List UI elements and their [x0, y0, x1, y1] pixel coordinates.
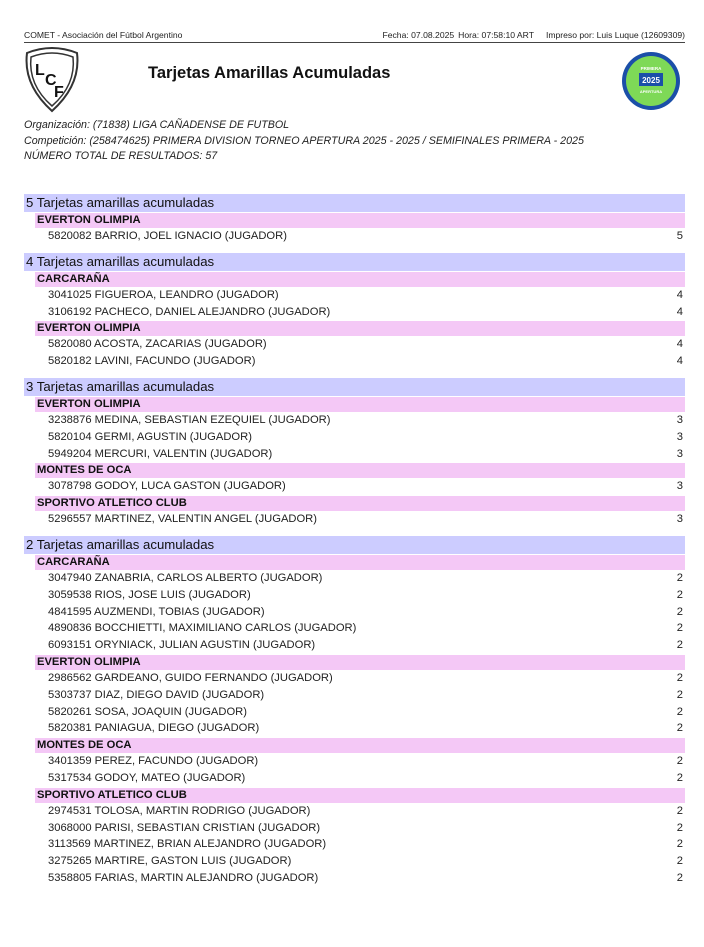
- player-row: [24, 587, 685, 604]
- player-row: [24, 770, 685, 787]
- yellow-card-count: 2: [676, 671, 683, 684]
- svg-text:APERTURA: APERTURA: [639, 89, 663, 94]
- player-label: 4890836 BOCCHIETTI, MAXIMILIANO CARLOS (JUGADOR): [48, 622, 357, 635]
- card-count-group: [24, 536, 685, 887]
- player-label: 5820082 BARRIO, JOEL IGNACIO (JUGADOR): [48, 230, 287, 242]
- player-row: [24, 870, 685, 887]
- svg-text:PRIMERA: PRIMERA: [640, 66, 662, 71]
- yellow-card-count: 2: [676, 855, 683, 868]
- player-label: 5317534 GODOY, MATEO (JUGADOR): [48, 771, 246, 784]
- total-results-line: NÚMERO TOTAL DE RESULTADOS: 57: [24, 150, 218, 162]
- player-label: 3078798 GODOY, LUCA GASTON (JUGADOR): [48, 480, 286, 493]
- report-title: Tarjetas Amarillas Acumuladas: [148, 64, 391, 82]
- yellow-card-count: 2: [676, 688, 683, 701]
- yellow-card-count: 2: [676, 605, 683, 618]
- group-header: 2 Tarjetas amarillas acumuladas: [24, 536, 685, 554]
- organization-line: Organización: (71838) LIGA CAÑADENSE DE FUTBOL: [24, 119, 290, 131]
- svg-text:L: L: [35, 62, 45, 79]
- player-label: 3041025 FIGUEROA, LEANDRO (JUGADOR): [48, 288, 279, 301]
- team-header: EVERTON OLIMPIA: [35, 321, 685, 336]
- yellow-card-count: 2: [676, 588, 683, 601]
- player-row: [24, 637, 685, 654]
- card-count-group: [24, 378, 685, 528]
- player-label: 3068000 PARISI, SEBASTIAN CRISTIAN (JUGADOR): [48, 821, 321, 834]
- team-header: CARCARAÑA: [35, 272, 685, 287]
- svg-text:2025: 2025: [642, 76, 660, 85]
- player-row: [24, 704, 685, 721]
- player-label: 5820080 ACOSTA, ZACARIAS (JUGADOR): [48, 338, 267, 351]
- report-meta: [24, 118, 584, 165]
- player-label: 3238876 MEDINA, SEBASTIAN EZEQUIEL (JUGADOR): [48, 413, 331, 426]
- player-label: 3047940 ZANABRIA, CARLOS ALBERTO (JUGADOR): [48, 571, 323, 584]
- player-row: [24, 228, 685, 245]
- player-label: 3059538 RIOS, JOSE LUIS (JUGADOR): [48, 588, 251, 601]
- team-header: SPORTIVO ATLETICO CLUB: [35, 496, 685, 511]
- yellow-card-count: 3: [676, 413, 683, 426]
- player-label: 2974531 TOLOSA, MARTIN RODRIGO (JUGADOR): [48, 804, 311, 817]
- team-header: SPORTIVO ATLETICO CLUB: [35, 788, 685, 803]
- player-row: [24, 720, 685, 737]
- yellow-card-count: 2: [676, 705, 683, 718]
- yellow-card-count: 2: [676, 571, 683, 584]
- team-header: EVERTON OLIMPIA: [35, 655, 685, 670]
- player-label: 6093151 ORYNIACK, JULIAN AGUSTIN (JUGADOR): [48, 639, 316, 652]
- player-row: [24, 820, 685, 837]
- player-row: [24, 853, 685, 870]
- team-header: MONTES DE OCA: [35, 463, 685, 478]
- print-date: Fecha: 07.08.2025: [382, 30, 455, 40]
- yellow-card-count: 2: [676, 804, 683, 817]
- player-row: [24, 446, 685, 463]
- player-label: 2986562 GARDEANO, GUIDO FERNANDO (JUGADOR): [48, 671, 333, 684]
- group-header: 5 Tarjetas amarillas acumuladas: [24, 194, 685, 212]
- player-label: 3106192 PACHECO, DANIEL ALEJANDRO (JUGADOR): [48, 305, 331, 318]
- yellow-card-count: 2: [676, 639, 683, 652]
- player-row: [24, 670, 685, 687]
- print-info: [382, 30, 685, 40]
- player-row: [24, 836, 685, 853]
- player-label: 5358805 FARIAS, MARTIN ALEJANDRO (JUGADOR): [48, 871, 319, 884]
- team-header: MONTES DE OCA: [35, 738, 685, 753]
- yellow-card-count: 3: [676, 430, 683, 443]
- yellow-card-count: 2: [676, 755, 683, 768]
- team-header: CARCARAÑA: [35, 555, 685, 570]
- player-row: [24, 620, 685, 637]
- yellow-card-count: 2: [676, 771, 683, 784]
- group-header: 4 Tarjetas amarillas acumuladas: [24, 253, 685, 271]
- player-label: 5820261 SOSA, JOAQUIN (JUGADOR): [48, 705, 247, 718]
- group-header: 3 Tarjetas amarillas acumuladas: [24, 378, 685, 396]
- yellow-card-count: 3: [676, 447, 683, 460]
- primera-2025-badge: [620, 50, 682, 112]
- player-row: [24, 570, 685, 587]
- player-row: [24, 604, 685, 621]
- player-label: 5296557 MARTINEZ, VALENTIN ANGEL (JUGADOR): [48, 513, 317, 526]
- print-header-bar: [24, 30, 685, 43]
- print-time: Hora: 07:58:10 ART: [458, 30, 534, 40]
- player-label: 3113569 MARTINEZ, BRIAN ALEJANDRO (JUGADOR): [48, 838, 327, 851]
- player-row: [24, 478, 685, 495]
- yellow-card-count: 5: [676, 230, 683, 242]
- yellow-card-count: 4: [676, 288, 683, 301]
- printed-by: Impreso por: Luis Luque (12609309): [545, 30, 685, 40]
- yellow-card-count: 3: [676, 480, 683, 493]
- player-label: 3401359 PEREZ, FACUNDO (JUGADOR): [48, 755, 259, 768]
- yellow-card-count: 2: [676, 622, 683, 635]
- player-row: [24, 287, 685, 304]
- player-label: 5303737 DIAZ, DIEGO DAVID (JUGADOR): [48, 688, 265, 701]
- player-label: 4841595 AUZMENDI, TOBIAS (JUGADOR): [48, 605, 265, 618]
- competition-line: Competición: (258474625) PRIMERA DIVISION TORNEO APERTURA 2025 - 2025 / SEMIFINALES PRIMERA - 2025: [24, 134, 584, 147]
- player-row: [24, 687, 685, 704]
- player-label: 5820104 GERMI, AGUSTIN (JUGADOR): [48, 430, 252, 443]
- yellow-card-count: 2: [676, 722, 683, 735]
- player-row: [24, 412, 685, 429]
- player-row: [24, 511, 685, 528]
- player-label: 5820182 LAVINI, FACUNDO (JUGADOR): [48, 355, 256, 368]
- team-header: EVERTON OLIMPIA: [35, 397, 685, 412]
- player-row: [24, 353, 685, 370]
- lcf-shield-logo: [21, 45, 83, 113]
- player-row: [24, 429, 685, 446]
- yellow-card-count: 2: [676, 821, 683, 834]
- yellow-card-count: 4: [676, 305, 683, 318]
- player-label: 5949204 MERCURI, VALENTIN (JUGADOR): [48, 447, 273, 460]
- player-row: [24, 304, 685, 321]
- player-row: [24, 336, 685, 353]
- org-name: COMET - Asociación del Fútbol Argentino: [24, 30, 183, 40]
- report-body: [24, 194, 685, 887]
- svg-text:F: F: [54, 84, 64, 101]
- yellow-card-count: 3: [676, 513, 683, 526]
- player-label: 5820381 PANIAGUA, DIEGO (JUGADOR): [48, 722, 260, 735]
- yellow-card-count: 4: [676, 338, 683, 351]
- card-count-group: [24, 194, 685, 245]
- player-row: [24, 753, 685, 770]
- yellow-card-count: 2: [676, 871, 683, 884]
- svg-text:C: C: [45, 72, 57, 89]
- yellow-card-count: 4: [676, 355, 683, 368]
- player-row: [24, 803, 685, 820]
- card-count-group: [24, 253, 685, 370]
- yellow-card-count: 2: [676, 838, 683, 851]
- player-label: 3275265 MARTIRE, GASTON LUIS (JUGADOR): [48, 855, 292, 868]
- team-header: EVERTON OLIMPIA: [35, 213, 685, 228]
